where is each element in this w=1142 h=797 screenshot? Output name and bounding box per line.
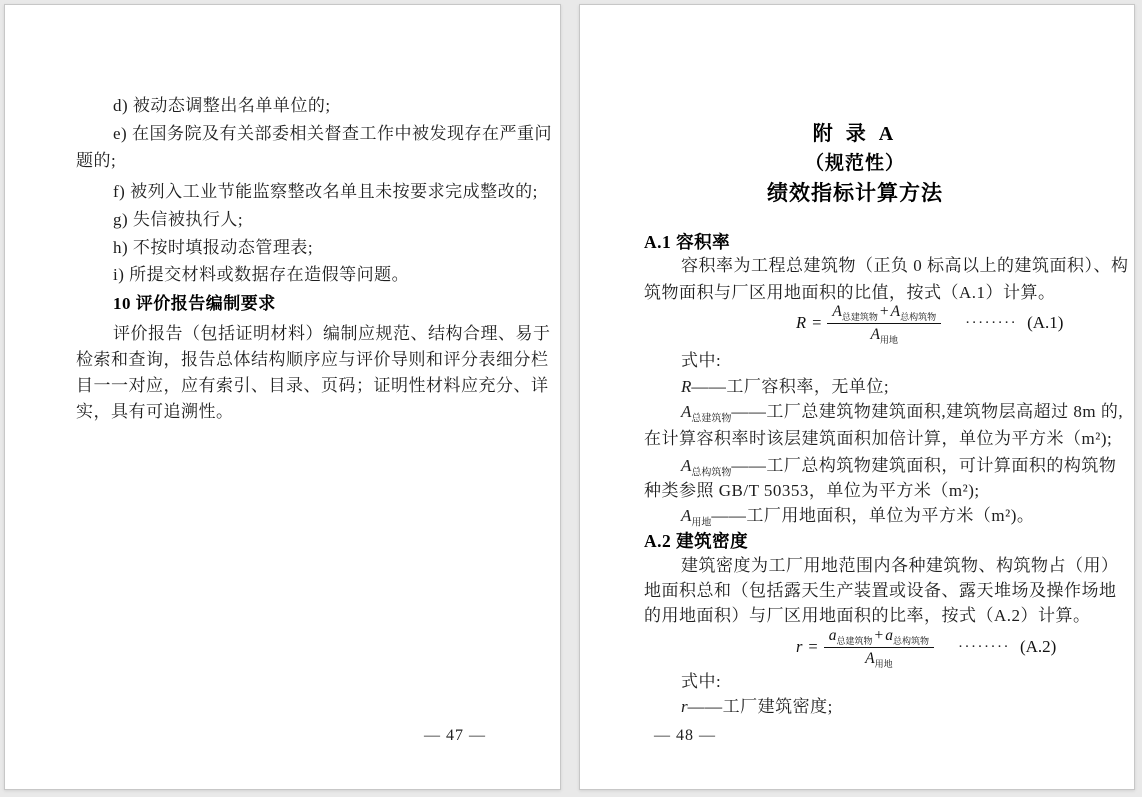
list-item-e: e) 在国务院及有关部委相关督查工作中被发现存在严重问 bbox=[113, 124, 552, 143]
list-item-h: h) 不按时填报动态管理表; bbox=[113, 238, 314, 257]
var-subscript: 用地 bbox=[691, 517, 712, 529]
var-subscript: 用地 bbox=[879, 335, 898, 346]
fraction-numerator bbox=[827, 302, 941, 324]
def-text: ——工厂用地面积，单位为平方米（m²)。 bbox=[711, 506, 1035, 525]
plus-sign: + bbox=[879, 303, 889, 320]
page-47 bbox=[4, 4, 561, 790]
paragraph-line: 目一一对应，应有索引、目录、页码；证明性材料应充分、详 bbox=[76, 376, 549, 395]
var-symbol: R bbox=[681, 377, 692, 396]
plus-sign: + bbox=[874, 627, 884, 644]
paragraph-line: 实，具有可追溯性。 bbox=[76, 402, 234, 421]
def-r-density bbox=[644, 694, 1106, 720]
def-a-total-structure bbox=[644, 453, 1117, 479]
def-text: ——工厂容积率，无单位; bbox=[691, 377, 890, 396]
var-symbol: A bbox=[681, 506, 692, 525]
appendix-heading: 绩效指标计算方法 bbox=[767, 181, 943, 205]
def-a-total-building bbox=[644, 399, 1124, 425]
var-subscript: 总建筑物 bbox=[836, 636, 873, 647]
var-symbol: a bbox=[828, 627, 837, 644]
section-10-heading: 10 评价报告编制要求 bbox=[113, 294, 276, 313]
list-item-e-cont: 题的; bbox=[76, 151, 117, 170]
fraction bbox=[824, 626, 934, 668]
a1-paragraph-line: 筑物面积与厂区用地面积的比值，按式（A.1）计算。 bbox=[644, 283, 1056, 302]
formula-a2-lhs: r bbox=[796, 637, 803, 656]
var-symbol: A bbox=[681, 456, 692, 475]
a2-paragraph-line: 的用地面积）与厂区用地面积的比率，按式（A.2）计算。 bbox=[644, 606, 1091, 625]
var-subscript: 总构筑物 bbox=[900, 312, 937, 323]
dot-leader: ········ bbox=[965, 314, 1018, 331]
def-r-capacity bbox=[644, 374, 1106, 400]
list-item-d: d) 被动态调整出名单单位的; bbox=[113, 96, 331, 115]
var-subscript: 总建筑物 bbox=[841, 312, 878, 323]
appendix-header bbox=[625, 119, 1085, 208]
section-a1-heading: A.1 容积率 bbox=[644, 232, 731, 252]
appendix-normative: （规范性） bbox=[804, 153, 905, 174]
var-symbol: A bbox=[890, 303, 901, 320]
fraction-numerator bbox=[824, 626, 934, 648]
section-a2-heading: A.2 建筑密度 bbox=[644, 531, 749, 551]
equals-sign: = bbox=[808, 637, 818, 656]
var-symbol: A bbox=[832, 303, 842, 320]
fraction bbox=[827, 302, 941, 344]
var-subscript: 总构筑物 bbox=[691, 467, 732, 479]
a1-where-label: 式中: bbox=[681, 351, 722, 370]
a2-paragraph-line: 地面积总和（包括露天生产装置或设备、露天堆场及操作场地 bbox=[644, 581, 1117, 600]
a2-where-label: 式中: bbox=[681, 672, 722, 691]
appendix-title: 附 录 A bbox=[812, 123, 898, 145]
formula-a2 bbox=[644, 623, 1106, 671]
formula-a1 bbox=[644, 299, 1106, 347]
def-text: ——工厂总构筑物建筑面积，可计算面积的构筑物 bbox=[731, 456, 1117, 475]
equals-sign: = bbox=[812, 313, 822, 332]
var-subscript: 用地 bbox=[874, 659, 893, 670]
var-symbol: A bbox=[865, 650, 875, 667]
paragraph-line: 检索和查询，报告总体结构顺序应与评价导则和评分表细分栏 bbox=[76, 350, 549, 369]
formula-a1-lhs: R bbox=[796, 313, 807, 332]
fraction-denominator bbox=[865, 648, 892, 668]
list-item-f: f) 被列入工业节能监察整改名单且未按要求完成整改的; bbox=[113, 182, 538, 201]
page-number-47: — 47 — bbox=[424, 727, 486, 744]
var-symbol: A bbox=[681, 402, 692, 421]
paragraph-line: 评价报告（包括证明材料）编制应规范、结构合理、易于 bbox=[113, 324, 551, 343]
formula-a1-label: (A.1) bbox=[1027, 313, 1064, 332]
a1-paragraph-line: 容积率为工程总建筑物（正负 0 标高以上的建筑面积）、构 bbox=[681, 256, 1129, 275]
fraction-denominator bbox=[871, 324, 898, 344]
def-a-land bbox=[644, 503, 1106, 529]
formula-a2-label: (A.2) bbox=[1019, 637, 1057, 656]
var-subscript: 总构筑物 bbox=[893, 636, 930, 647]
def-text: ——工厂建筑密度; bbox=[687, 697, 833, 716]
var-symbol: r bbox=[681, 697, 688, 716]
def-a-total-structure-cont: 种类参照 GB/T 50353，单位为平方米（m²); bbox=[644, 481, 980, 500]
list-item-i: i) 所提交材料或数据存在造假等问题。 bbox=[113, 265, 410, 284]
var-symbol: A bbox=[870, 326, 880, 343]
list-item-g: g) 失信被执行人; bbox=[113, 210, 244, 229]
page-48 bbox=[579, 4, 1135, 790]
a2-paragraph-line: 建筑密度为工厂用地范围内各种建筑物、构筑物占（用） bbox=[681, 556, 1119, 575]
page-number-48: — 48 — bbox=[654, 727, 716, 744]
def-text: ——工厂总建筑物建筑面积,建筑物层高超过 8m 的, bbox=[731, 402, 1124, 421]
def-a-total-building-cont: 在计算容积率时该层建筑面积加倍计算，单位为平方米（m²); bbox=[644, 429, 1113, 448]
var-subscript: 总建筑物 bbox=[691, 413, 732, 425]
var-symbol: a bbox=[885, 627, 893, 644]
dot-leader: ········ bbox=[958, 638, 1010, 655]
